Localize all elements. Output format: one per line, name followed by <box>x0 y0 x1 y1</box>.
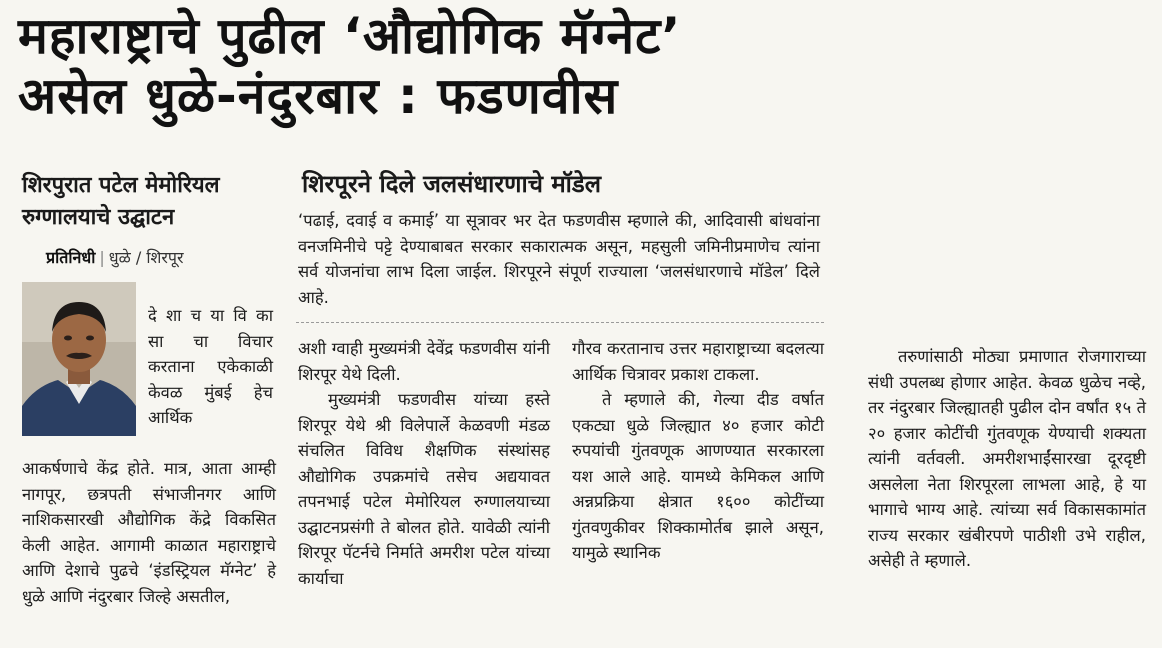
column-1-wrap-paragraph: दे शा च या वि का सा चा विचार करताना एकेकाळी केवळ मुंबई हेच आर्थिक <box>148 306 273 427</box>
column-3-paragraph-2: ते म्हणाले की, गेल्या दीड वर्षात एकट्या धुळे जिल्ह्यात ४० हजार कोटी रुपयांची गुंतवणूक आणण्यात सरकारला यश आले आहे. यामध्ये केमिकल आणि अन्नप्रक्रिया क्षेत्रात १६०० कोटींच्या गुंतवणुकीवर शिक्कामोर्तब झाले असून, यामुळे स्थानिक <box>572 390 824 562</box>
headline-line-2: असेल धुळे-नंदुरबार : फडणवीस <box>18 67 619 125</box>
side-subheadline <box>22 170 282 234</box>
headline <box>18 6 1148 126</box>
column-3 <box>572 336 824 566</box>
column-3-paragraph-1: गौरव करतानाच उत्तर महाराष्ट्राच्या बदलत्या आर्थिक चित्रावर प्रकाश टाकला. <box>572 339 824 384</box>
byline-place: धुळे / शिरपूर <box>108 248 184 267</box>
byline-separator: | <box>99 248 105 267</box>
column-2-paragraph-1: अशी ग्वाही मुख्यमंत्री देवेंद्र फडणवीस यांनी शिरपूर येथे दिली. <box>298 339 550 384</box>
headline-line-1: महाराष्ट्राचे पुढील ‘औद्योगिक मॅग्नेट’ <box>18 7 682 65</box>
side-subheadline-line-2: रुग्णालयाचे उद्घाटन <box>22 205 175 230</box>
portrait-photo <box>22 282 136 436</box>
portrait-illustration <box>22 282 136 436</box>
column-4 <box>868 344 1146 574</box>
column-2-paragraph-2: मुख्यमंत्री फडणवीस यांच्या हस्ते शिरपूर येथे श्री विलेपार्ले केळवणी मंडळ संचलित विविध शैक्षणिक संस्थांसह औद्योगिक उपक्रमांचे तसेच अद्ययावत तपनभाई पटेल मेमोरियल रुग्णालयाच्या उद्घाटनप्रसंगी ते बोलत होते. यावेळी त्यांनी शिरपूर पॅटर्नचे निर्माते अमरीश पटेल यांच्या कार्याचा <box>298 390 550 588</box>
byline-label: प्रतिनिधी <box>46 248 96 267</box>
column-1 <box>22 456 276 609</box>
section-divider <box>296 322 824 323</box>
side-subheadline-line-1: शिरपुरात पटेल मेमोरियल <box>22 173 220 198</box>
intro-paragraph: ‘पढाई, दवाई व कमाई’ या सूत्रावर भर देत फडणवीस म्हणाले की, आदिवासी बांधवांना वनजमिनीचे पट्टे देण्याबाबत सरकार सकारात्मक असून, महसुली जमिनीप्रमाणेच त्यांना सर्व योजनांचा लाभ दिला जाईल. शिरपूरने संपूर्ण राज्याला ‘जलसंधारणाचे मॉडेल’ दिले आहे. <box>298 211 820 307</box>
column-2 <box>298 336 550 591</box>
middle-subheadline: शिरपूरने दिले जलसंधारणाचे मॉडेल <box>302 170 602 198</box>
column-1-paragraph: आकर्षणाचे केंद्र होते. मात्र, आता आम्ही नागपूर, छत्रपती संभाजीनगर आणि नाशिकसारखी औद्योगिक केंद्रे विकसित केली आहेत. आगामी काळात महाराष्ट्राचे आणि देशाचे पुढचे ‘इंडस्ट्रियल मॅग्नेट’ हे धुळे आणि नंदुरबार जिल्हे असतील, <box>22 459 276 606</box>
column-4-paragraph: तरुणांसाठी मोठ्या प्रमाणात रोजगाराच्या संधी उपलब्ध होणार आहेत. केवळ धुळेच नव्हे, तर नंदुरबार जिल्ह्यातही पुढील दोन वर्षांत १५ ते २० हजार कोटींची गुंतवणूक येण्याची शक्यता त्यांनी वर्तवली. अमरीशभाईंसारखा दूरदृष्टी असलेला नेता शिरपूरला लाभला आहे, हे या भागाचे भाग्य आहे. त्यांच्या सर्व विकासकामांत राज्य सरकार खंबीरपणे पाठीशी उभे राहील, असेही ते म्हणाले. <box>868 347 1146 570</box>
column-1-wrapped-text <box>148 303 273 431</box>
byline <box>46 246 184 268</box>
